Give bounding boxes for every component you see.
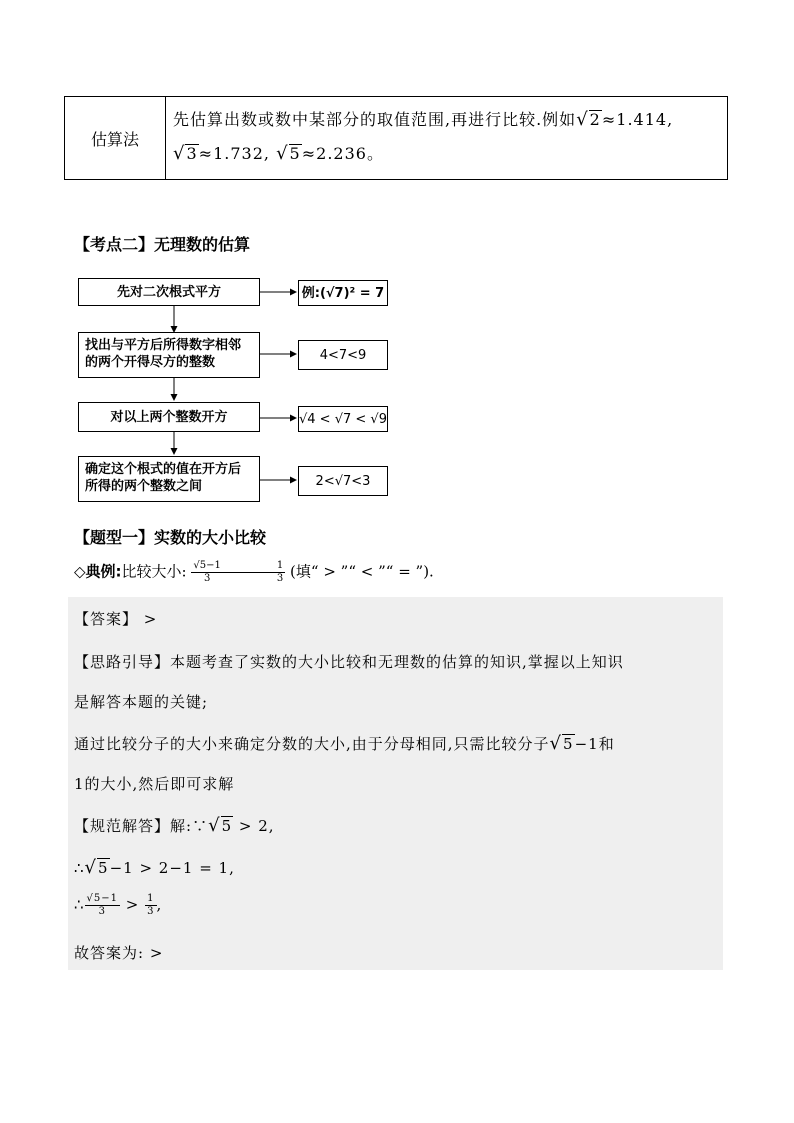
section-title-2: 【考点二】无理数的估算 — [74, 235, 251, 254]
table-text: 先估算出数或数中某部分的取值范围,再进行比较.例如 — [173, 110, 577, 129]
example-text: 比较大小: — [121, 562, 187, 581]
guide-line-2: 是解答本题的关键; — [74, 693, 209, 711]
example-prefix: ◇典例: — [74, 562, 122, 581]
solution-line-1: 【规范解答】解:∵√5 > 2, — [74, 815, 275, 836]
final-answer-value: > — [149, 944, 164, 962]
step-2: 找出与平方后所得数字相邻的两个开得尽方的整数 — [78, 332, 260, 378]
result-4: 2<√7<3 — [298, 466, 388, 496]
sqrt2: 2 — [589, 110, 601, 129]
flowchart — [78, 270, 400, 502]
example-hint: (填“ > ”“ < ”“ = ”). — [290, 562, 434, 581]
table-content: 先估算出数或数中某部分的取值范围,再进行比较.例如√2≈1.414, √3≈1.732, √5≈2.236。 — [173, 109, 674, 164]
final-answer-line: 故答案为: > — [74, 944, 164, 962]
result-1: 例:(√7)² = 7 — [298, 280, 388, 306]
solution-line-3: ∴ $\frac{√5-1}{3}$ > $\frac{1}{3}$ , — [74, 893, 163, 917]
answer-line: 【答案】 > — [74, 610, 158, 628]
example-fraction-1: $\frac{√5-1}{3}$ — [193, 560, 221, 584]
table-label: 估算法 — [65, 97, 166, 179]
step-3: 对以上两个整数开方 — [78, 402, 260, 432]
step-1: 先对二次根式平方 — [78, 278, 260, 306]
solution-line-2: ∴√5−1 > 2−1 = 1, — [74, 857, 235, 878]
step-4: 确定这个根式的值在开方后所得的两个整数之间 — [78, 456, 260, 502]
blank-line — [223, 572, 275, 573]
method-table — [64, 96, 728, 180]
answer-value: > — [143, 610, 158, 628]
approx-3: ≈2.236。 — [301, 144, 384, 163]
type-title-1: 【题型一】实数的大小比较 — [74, 528, 267, 547]
guide-line-4: 1的大小,然后即可求解 — [74, 775, 235, 793]
approx-2: ≈1.732, — [198, 144, 270, 163]
sqrt3: 3 — [186, 144, 198, 163]
sqrt5: 5 — [289, 144, 301, 163]
example-fraction-2: $\frac{1}{3}$ — [276, 560, 284, 584]
example-line — [74, 560, 434, 585]
guide-line-3: 通过比较分子的大小来确定分数的大小,由于分母相同,只需比较分子√5−1和 — [74, 733, 615, 754]
approx-1: ≈1.414, — [601, 110, 674, 129]
guide-line-1: 【思路引导】本题考查了实数的大小比较和无理数的估算的知识,掌握以上知识 — [74, 653, 624, 671]
result-3: √4 < √7 < √9 — [298, 406, 388, 432]
result-2: 4<7<9 — [298, 340, 388, 370]
